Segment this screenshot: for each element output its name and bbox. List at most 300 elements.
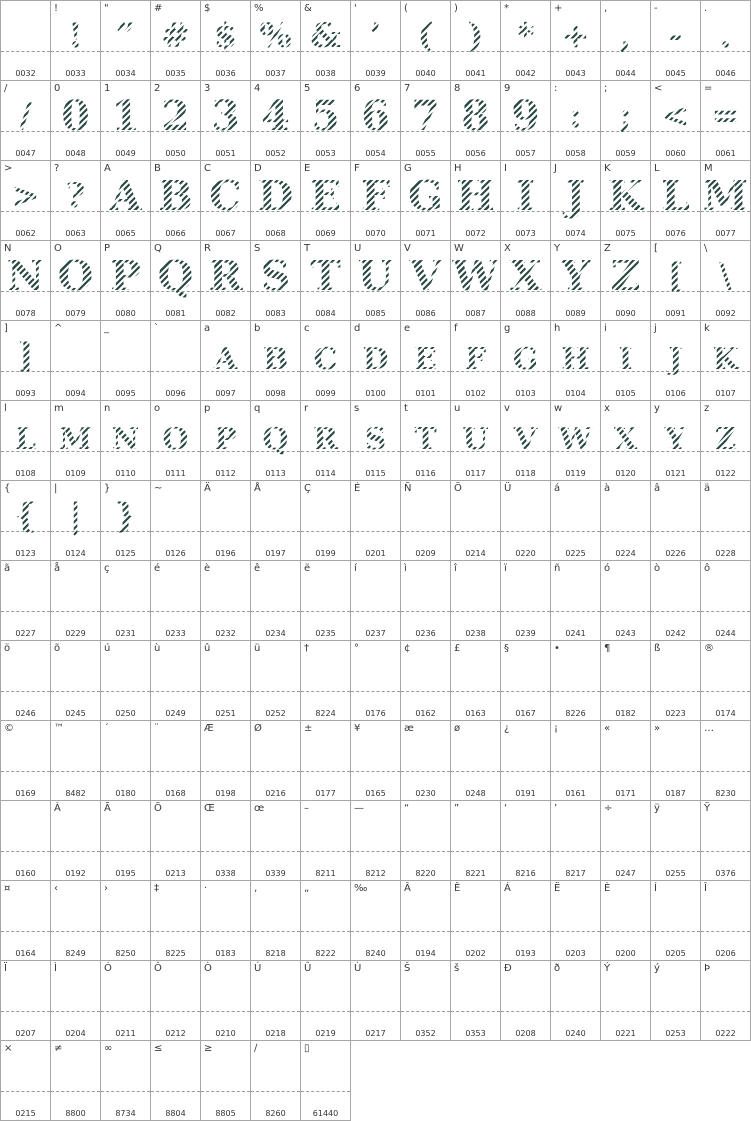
char-code: 0061 [715,149,736,158]
glyph-sample: 4 [251,94,300,139]
glyph-sample: C [201,174,250,219]
char-label: t [404,403,408,414]
char-code: 8226 [565,709,586,718]
glyph-cell-0221[interactable] [600,960,651,1041]
glyph-cell-0046[interactable] [700,0,751,81]
char-label: Ø [254,723,262,734]
glyph-cell-0353[interactable] [450,960,501,1041]
glyph-cell-0113[interactable] [250,400,301,481]
glyph-cell-0036[interactable] [200,0,251,81]
glyph-cell-0232[interactable] [200,560,251,641]
glyph-cell-0071[interactable] [400,160,451,241]
char-label: Å [254,483,261,494]
baseline-guide [401,611,450,612]
glyph-cell-0065[interactable] [100,160,151,241]
glyph-sample: } [101,494,150,539]
char-label: ´ [104,723,109,734]
glyph-cell-0236[interactable] [400,560,451,641]
glyph-cell-0106[interactable] [650,320,701,401]
glyph-cell-0255[interactable] [650,800,701,881]
glyph-cell-0206[interactable] [700,880,751,961]
glyph-cell-0176[interactable] [350,640,401,721]
glyph-cell-0241[interactable] [550,560,601,641]
glyph-cell-0043[interactable] [550,0,601,81]
glyph-cell-0083[interactable] [250,240,301,321]
glyph-sample: E [301,174,350,219]
glyph-sample: - [651,14,700,59]
char-code: 0049 [115,149,136,158]
glyph-cell-0210[interactable] [200,960,251,1041]
glyph-cell-0077[interactable] [700,160,751,241]
glyph-sample: W [452,252,499,300]
glyph-cell-0204[interactable] [50,960,101,1041]
char-code: 0239 [515,629,536,638]
glyph-cell-0245[interactable] [50,640,101,721]
glyph-cell-0193[interactable] [500,880,551,961]
glyph-cell-0115[interactable] [350,400,401,481]
char-label: Ë [554,883,561,894]
char-code: 8221 [465,869,486,878]
glyph-cell-0199[interactable] [300,480,351,561]
glyph-cell-8221[interactable] [450,800,501,881]
glyph-sample: Z [701,414,750,459]
glyph-cell-0235[interactable] [300,560,351,641]
glyph-cell-0215[interactable] [0,1040,51,1121]
char-code: 8211 [315,869,336,878]
baseline-guide [51,1091,100,1092]
glyph-cell-8734[interactable] [100,1040,151,1121]
char-label: Z [604,243,611,254]
glyph-cell-8220[interactable] [400,800,451,881]
glyph-cell-0069[interactable] [300,160,351,241]
glyph-cell-0116[interactable] [400,400,451,481]
glyph-sample: = [701,94,750,139]
glyph-cell-0167[interactable] [500,640,551,721]
glyph-cell-0089[interactable] [550,240,601,321]
glyph-cell-0097[interactable] [200,320,251,401]
baseline-guide [301,691,350,692]
char-code: 0250 [115,709,136,718]
glyph-cell-0119[interactable] [550,400,601,481]
glyph-cell-0160[interactable] [0,800,51,881]
glyph-cell-8218[interactable] [250,880,301,961]
glyph-cell-0074[interactable] [550,160,601,241]
baseline-guide [301,1091,350,1092]
glyph-cell-0082[interactable] [200,240,251,321]
glyph-cell-0222[interactable] [700,960,751,1041]
glyph-cell-0072[interactable] [450,160,501,241]
glyph-cell-0191[interactable] [500,720,551,801]
glyph-cell-8212[interactable] [350,800,401,881]
baseline-guide [201,691,250,692]
glyph-cell-0205[interactable] [650,880,701,961]
char-label: ø [454,723,461,734]
glyph-cell-0224[interactable] [600,480,651,561]
glyph-cell-0220[interactable] [500,480,551,561]
glyph-cell-8260[interactable] [250,1040,301,1121]
glyph-cell-0109[interactable] [50,400,101,481]
glyph-cell-0068[interactable] [250,160,301,241]
glyph-cell-0037[interactable] [250,0,301,81]
glyph-cell-0218[interactable] [250,960,301,1041]
char-label: T [304,243,311,254]
glyph-cell-0244[interactable] [700,560,751,641]
glyph-cell-0033[interactable] [50,0,101,81]
glyph-cell-0247[interactable] [600,800,651,881]
glyph-cell-0047[interactable] [0,80,51,161]
glyph-sample: ? [51,174,100,219]
char-code: 8240 [365,949,386,958]
glyph-cell-0099[interactable] [300,320,351,401]
char-label: á [554,483,561,494]
glyph-cell-0219[interactable] [300,960,351,1041]
char-label: Ï [4,963,7,974]
char-code: 0255 [665,869,686,878]
glyph-cell-0242[interactable] [650,560,701,641]
glyph-cell-8800[interactable] [50,1040,101,1121]
glyph-cell-0239[interactable] [500,560,551,641]
glyph-cell-0243[interactable] [600,560,651,641]
glyph-cell-0253[interactable] [650,960,701,1041]
glyph-cell-0048[interactable] [50,80,101,161]
glyph-cell-8226[interactable] [550,640,601,721]
glyph-sample: ( [401,14,450,59]
glyph-cell-0212[interactable] [150,960,201,1041]
glyph-cell-61440[interactable] [300,1040,351,1121]
glyph-cell-0226[interactable] [650,480,701,561]
char-code: 0085 [365,309,386,318]
glyph-cell-0233[interactable] [150,560,201,641]
char-code: 0215 [15,1109,36,1118]
glyph-cell-0107[interactable] [700,320,751,401]
glyph-cell-0352[interactable] [400,960,451,1041]
char-label: ' [354,3,357,14]
char-label: ß [654,643,661,654]
glyph-cell-0063[interactable] [50,160,101,241]
glyph-cell-8805[interactable] [200,1040,251,1121]
baseline-guide [451,691,500,692]
baseline-guide [701,531,750,532]
char-label: \ [704,243,708,254]
glyph-cell-0100[interactable] [350,320,401,401]
glyph-cell-0168[interactable] [150,720,201,801]
char-label: u [454,403,461,414]
glyph-cell-0096[interactable] [150,320,201,401]
char-code: 0248 [465,789,486,798]
glyph-cell-0121[interactable] [650,400,701,481]
glyph-cell-0058[interactable] [550,80,601,161]
glyph-cell-0040[interactable] [400,0,451,81]
glyph-cell-0246[interactable] [0,640,51,721]
glyph-cell-0084[interactable] [300,240,351,321]
glyph-cell-0035[interactable] [150,0,201,81]
glyph-cell-0217[interactable] [350,960,401,1041]
char-label: p [204,403,211,414]
glyph-cell-0108[interactable] [0,400,51,481]
glyph-cell-0228[interactable] [700,480,751,561]
char-label: £ [454,643,461,654]
glyph-cell-0070[interactable] [350,160,401,241]
glyph-cell-0093[interactable] [0,320,51,401]
glyph-cell-0075[interactable] [600,160,651,241]
char-code: 0042 [515,69,536,78]
glyph-cell-0081[interactable] [150,240,201,321]
glyph-cell-0085[interactable] [350,240,401,321]
glyph-cell-0092[interactable] [700,240,751,321]
glyph-cell-0230[interactable] [400,720,451,801]
glyph-cell-0338[interactable] [200,800,251,881]
glyph-cell-0051[interactable] [200,80,251,161]
baseline-guide [501,611,550,612]
glyph-cell-0198[interactable] [200,720,251,801]
char-code: 0095 [115,389,136,398]
glyph-cell-0227[interactable] [0,560,51,641]
glyph-cell-0105[interactable] [600,320,651,401]
glyph-cell-0237[interactable] [350,560,401,641]
glyph-cell-0203[interactable] [550,880,601,961]
char-label: E [304,163,311,174]
glyph-cell-0192[interactable] [50,800,101,881]
glyph-cell-0118[interactable] [500,400,551,481]
glyph-cell-0066[interactable] [150,160,201,241]
baseline-guide [451,771,500,772]
glyph-cell-8804[interactable] [150,1040,201,1121]
char-label: 6 [354,83,361,94]
glyph-cell-0061[interactable] [700,80,751,161]
char-label: S [254,243,261,254]
glyph-cell-0032[interactable] [0,0,51,81]
glyph-cell-8222[interactable] [300,880,351,961]
glyph-cell-0164[interactable] [0,880,51,961]
glyph-cell-8225[interactable] [150,880,201,961]
glyph-cell-8482[interactable] [50,720,101,801]
glyph-cell-0163[interactable] [450,640,501,721]
char-label: J [554,163,557,174]
glyph-cell-0124[interactable] [50,480,101,561]
glyph-cell-8217[interactable] [550,800,601,881]
glyph-cell-0209[interactable] [400,480,451,561]
glyph-cell-0087[interactable] [450,240,501,321]
glyph-cell-0041[interactable] [450,0,501,81]
baseline-guide [401,691,450,692]
char-label: ▯ [304,1043,310,1054]
glyph-cell-0120[interactable] [600,400,651,481]
glyph-cell-8250[interactable] [100,880,151,961]
glyph-cell-0095[interactable] [100,320,151,401]
glyph-cell-0052[interactable] [250,80,301,161]
glyph-sample: 9 [501,94,550,139]
char-code: 0099 [315,389,336,398]
glyph-cell-0045[interactable] [650,0,701,81]
glyph-sample: 6 [351,94,400,139]
glyph-cell-0044[interactable] [600,0,651,81]
char-code: 0054 [365,149,386,158]
glyph-cell-0200[interactable] [600,880,651,961]
glyph-cell-0050[interactable] [150,80,201,161]
glyph-cell-8230[interactable] [700,720,751,801]
glyph-sample: ’ [351,14,400,59]
glyph-cell-0225[interactable] [550,480,601,561]
glyph-cell-0078[interactable] [0,240,51,321]
glyph-cell-0251[interactable] [200,640,251,721]
glyph-cell-0079[interactable] [50,240,101,321]
glyph-cell-0057[interactable] [500,80,551,161]
char-label: ` [154,323,159,334]
char-label: c [304,323,310,334]
glyph-cell-0248[interactable] [450,720,501,801]
char-code: 0214 [465,549,486,558]
baseline-guide [701,771,750,772]
glyph-cell-0086[interactable] [400,240,451,321]
glyph-cell-0165[interactable] [350,720,401,801]
glyph-cell-0088[interactable] [500,240,551,321]
char-label: × [4,1043,13,1054]
glyph-cell-0252[interactable] [250,640,301,721]
baseline-guide [701,851,750,852]
glyph-cell-8216[interactable] [500,800,551,881]
glyph-cell-0376[interactable] [700,800,751,881]
glyph-cell-0126[interactable] [150,480,201,561]
char-label: 8 [454,83,461,94]
char-label: ≥ [204,1043,213,1054]
glyph-cell-0195[interactable] [100,800,151,881]
glyph-cell-8211[interactable] [300,800,351,881]
glyph-cell-0171[interactable] [600,720,651,801]
glyph-cell-0250[interactable] [100,640,151,721]
char-label: D [254,163,262,174]
baseline-guide [1,691,50,692]
glyph-cell-0042[interactable] [500,0,551,81]
glyph-cell-0114[interactable] [300,400,351,481]
glyph-cell-0091[interactable] [650,240,701,321]
glyph-sample: Q [151,254,200,299]
glyph-cell-0060[interactable] [650,80,701,161]
char-label: Ò [204,963,212,974]
glyph-cell-0034[interactable] [100,0,151,81]
glyph-cell-0231[interactable] [100,560,151,641]
baseline-guide [151,371,200,372]
glyph-cell-0073[interactable] [500,160,551,241]
glyph-cell-0229[interactable] [50,560,101,641]
glyph-cell-0039[interactable] [350,0,401,81]
char-code: 0082 [215,309,236,318]
glyph-cell-0117[interactable] [450,400,501,481]
glyph-cell-0194[interactable] [400,880,451,961]
glyph-cell-0110[interactable] [100,400,151,481]
glyph-cell-0162[interactable] [400,640,451,721]
glyph-cell-0207[interactable] [0,960,51,1041]
glyph-cell-0234[interactable] [250,560,301,641]
glyph-cell-0339[interactable] [250,800,301,881]
baseline-guide [51,371,100,372]
char-label: b [254,323,261,334]
glyph-cell-0202[interactable] [450,880,501,961]
char-label: n [104,403,111,414]
glyph-cell-0112[interactable] [200,400,251,481]
glyph-cell-0062[interactable] [0,160,51,241]
glyph-cell-0213[interactable] [150,800,201,881]
char-label: w [554,403,563,414]
glyph-cell-8249[interactable] [50,880,101,961]
glyph-cell-0182[interactable] [600,640,651,721]
glyph-cell-0208[interactable] [500,960,551,1041]
char-label: ? [54,163,60,174]
char-label: ] [4,323,8,334]
glyph-cell-0249[interactable] [150,640,201,721]
glyph-cell-0111[interactable] [150,400,201,481]
glyph-cell-0038[interactable] [300,0,351,81]
char-code: 0063 [65,229,86,238]
char-label: Ý [604,963,611,974]
glyph-cell-0197[interactable] [250,480,301,561]
glyph-cell-0049[interactable] [100,80,151,161]
glyph-cell-0094[interactable] [50,320,101,401]
glyph-cell-0080[interactable] [100,240,151,321]
glyph-cell-0056[interactable] [450,80,501,161]
glyph-cell-8240[interactable] [350,880,401,961]
glyph-cell-0102[interactable] [450,320,501,401]
glyph-cell-0101[interactable] [400,320,451,401]
glyph-cell-0169[interactable] [0,720,51,801]
glyph-cell-8224[interactable] [300,640,351,721]
baseline-guide [301,611,350,612]
glyph-cell-0187[interactable] [650,720,701,801]
glyph-sample: X [601,414,650,459]
glyph-cell-0238[interactable] [450,560,501,641]
char-code: 0108 [15,469,36,478]
glyph-cell-0240[interactable] [550,960,601,1041]
glyph-cell-0076[interactable] [650,160,701,241]
char-code: 0107 [715,389,736,398]
baseline-guide [101,1011,150,1012]
glyph-cell-0161[interactable] [550,720,601,801]
glyph-sample: R [201,254,250,299]
glyph-cell-0104[interactable] [550,320,601,401]
glyph-cell-0123[interactable] [0,480,51,561]
glyph-cell-0098[interactable] [250,320,301,401]
glyph-cell-0180[interactable] [100,720,151,801]
glyph-cell-0125[interactable] [100,480,151,561]
glyph-cell-0103[interactable] [500,320,551,401]
char-label: < [654,83,663,94]
glyph-cell-0054[interactable] [350,80,401,161]
char-code: 0244 [715,629,736,638]
glyph-cell-0216[interactable] [250,720,301,801]
glyph-sample: | [51,494,100,539]
char-code: 0119 [565,469,586,478]
char-label: d [354,323,361,334]
char-code: 0040 [415,69,436,78]
glyph-cell-0055[interactable] [400,80,451,161]
glyph-cell-0174[interactable] [700,640,751,721]
char-label: ¢ [404,643,411,654]
baseline-guide [551,611,600,612]
glyph-cell-0059[interactable] [600,80,651,161]
glyph-cell-0201[interactable] [350,480,401,561]
glyph-cell-0183[interactable] [200,880,251,961]
glyph-cell-0053[interactable] [300,80,351,161]
glyph-cell-0211[interactable] [100,960,151,1041]
glyph-cell-0122[interactable] [700,400,751,481]
glyph-cell-0067[interactable] [200,160,251,241]
glyph-cell-0177[interactable] [300,720,351,801]
glyph-cell-0214[interactable] [450,480,501,561]
glyph-cell-0196[interactable] [200,480,251,561]
glyph-cell-0223[interactable] [650,640,701,721]
char-label: ” [454,803,460,814]
glyph-cell-0090[interactable] [600,240,651,321]
char-label: å [54,563,61,574]
